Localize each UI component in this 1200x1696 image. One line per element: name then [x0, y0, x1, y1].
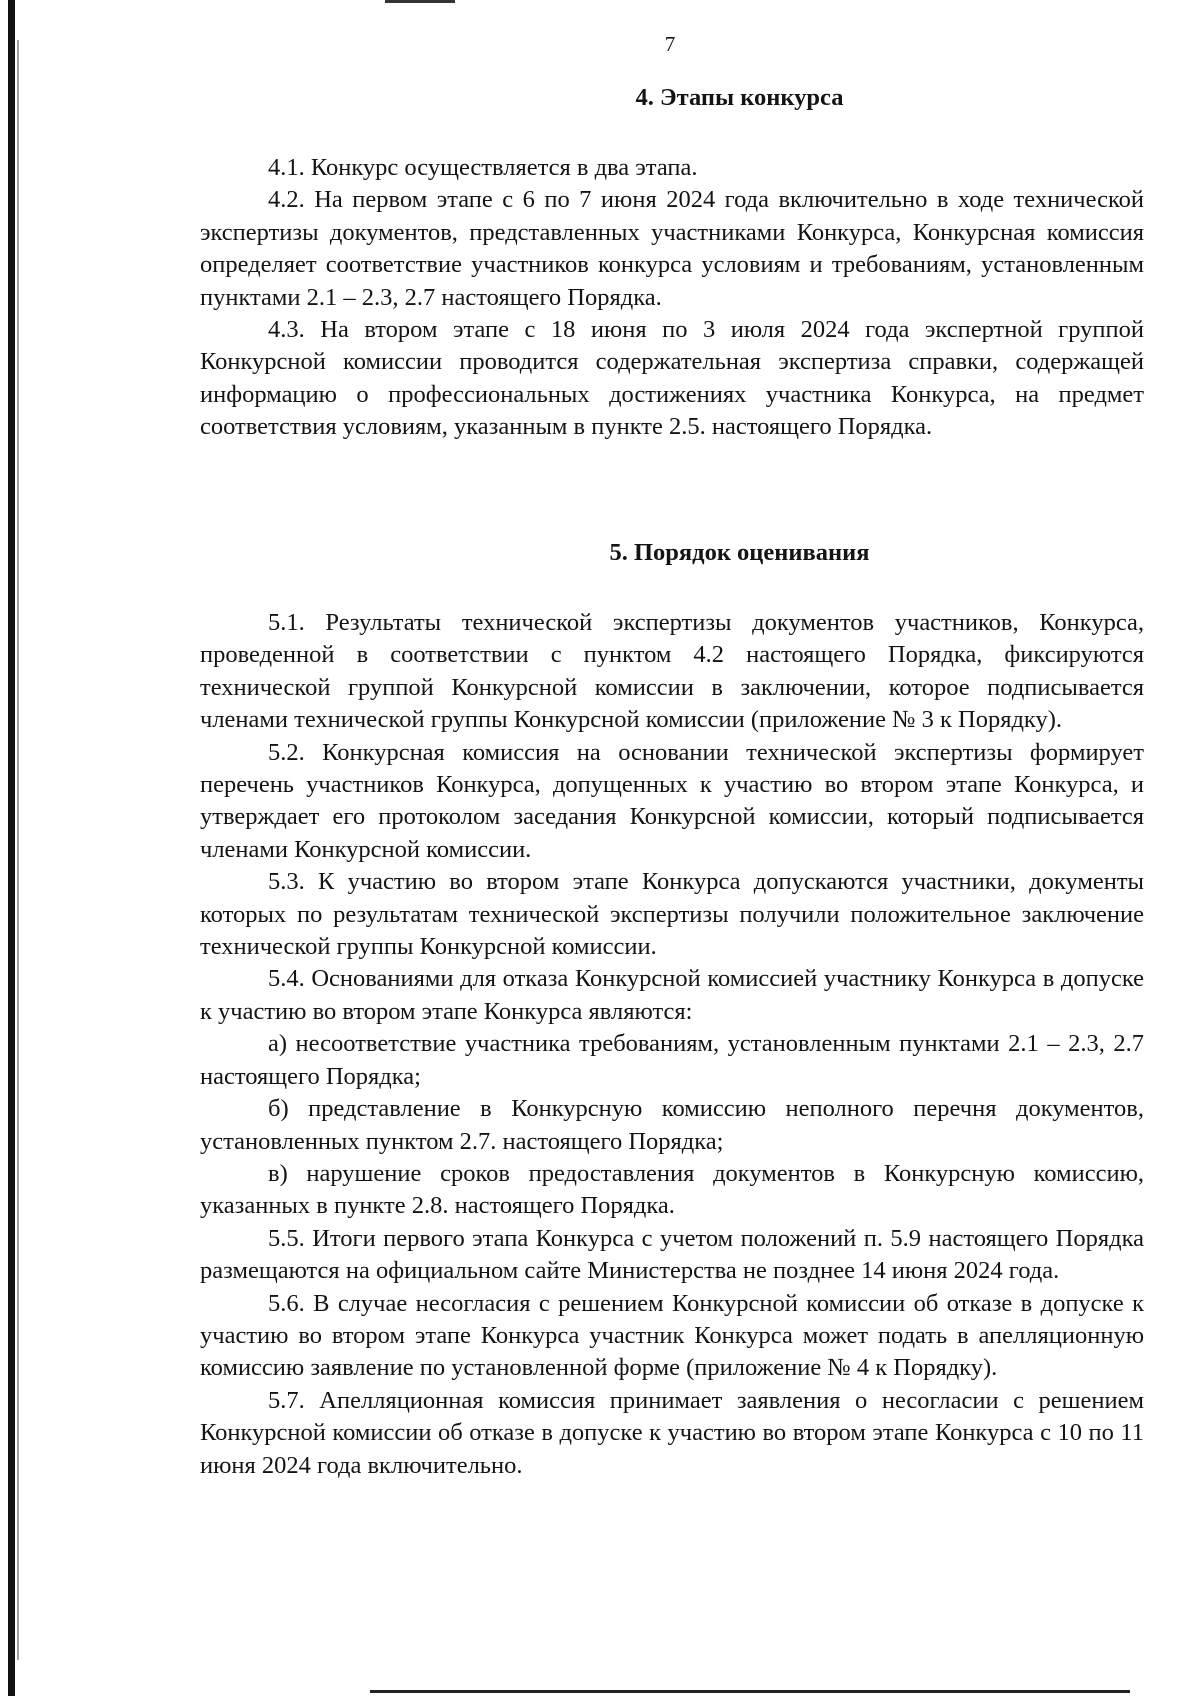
- section-4-body: [200, 152, 1144, 444]
- scan-border-left-thin: [17, 40, 19, 1660]
- paragraph-4-3: 4.3. На втором этапе с 18 июня по 3 июля 2024 года экспертной группой Конкурсной комиссии проводится содержательная экспертиза справки, содержащей информацию о профессиональных достижениях участника Конкурса, на предмет соответствия условиям, указанным в пункте 2.5. настоящего Порядка.: [200, 316, 1144, 441]
- section-5-title: 5. Порядок оценивания: [609, 539, 870, 566]
- scan-border-bottom: [370, 1690, 1130, 1693]
- paragraph-5-1: 5.1. Результаты технической экспертизы документов участников, Конкурса, проведенной в соответствии с пунктом 4.2 настоящего Порядка, фиксируются технической группой Конкурсной комиссии в заключении, которое подписывается членами технической группы Конкурсной комиссии (приложение № 3 к Порядку).: [200, 609, 1144, 734]
- page-number: 7: [664, 32, 676, 56]
- scan-border-top: [385, 0, 455, 3]
- paragraph-5-3: 5.3. К участию во втором этапе Конкурса допускаются участники, документы которых по результатам технической экспертизы получили положительное заключение технической группы Конкурсной комиссии.: [200, 868, 1144, 961]
- paragraph-5-4-a: а) несоответствие участника требованиям, установленным пунктами 2.1 – 2.3, 2.7 настоящего Порядка;: [200, 1030, 1144, 1090]
- paragraph-4-2: 4.2. На первом этапе с 6 по 7 июня 2024 года включительно в ходе технической экспертизы документов, представленных участниками Конкурса, Конкурсная комиссия определяет соответствие участников конкурса условиям и требованиям, установленным пунктами 2.1 – 2.3, 2.7 настоящего Порядка.: [200, 186, 1144, 311]
- paragraph-5-4: 5.4. Основаниями для отказа Конкурсной комиссией участнику Конкурса в допуске к участию во втором этапе Конкурса являются:: [200, 965, 1144, 1025]
- paragraph-5-5: 5.5. Итоги первого этапа Конкурса с учетом положений п. 5.9 настоящего Порядка размещаются на официальном сайте Министерства не позднее 14 июня 2024 года.: [200, 1224, 1144, 1285]
- paragraph-5-4-v: в) нарушение сроков предоставления документов в Конкурсную комиссию, указанных в пункте 2.8. настоящего Порядка.: [200, 1159, 1144, 1220]
- section-5-body: [200, 607, 1144, 1482]
- paragraph-5-2: 5.2. Конкурсная комиссия на основании технической экспертизы формирует перечень участников Конкурса, допущенных к участию во втором этапе Конкурса, и утверждает его протоколом заседания Конкурсной комиссии, который подписывается членами Конкурсной комиссии.: [200, 738, 1144, 863]
- paragraph-5-4-b: б) представление в Конкурсную комиссию неполного перечня документов, установленных пунктом 2.7. настоящего Порядка;: [200, 1095, 1144, 1155]
- paragraph-5-6: 5.6. В случае несогласия с решением Конкурсной комиссии об отказе в допуске к участию во втором этапе Конкурса участник Конкурса может подать в апелляционную комиссию заявление по установленной форме (приложение № 4 к Порядку).: [200, 1289, 1144, 1382]
- section-4-title: 4. Этапы конкурса: [635, 84, 844, 111]
- paragraph-5-7: 5.7. Апелляционная комиссия принимает заявления о несогласии с решением Конкурсной комиссии об отказе в допуске к участию во втором этапе Конкурса с 10 по 11 июня 2024 года включительно.: [200, 1386, 1144, 1479]
- scan-border-left: [8, 0, 15, 1696]
- paragraph-4-1: 4.1. Конкурс осуществляется в два этапа.: [268, 154, 698, 181]
